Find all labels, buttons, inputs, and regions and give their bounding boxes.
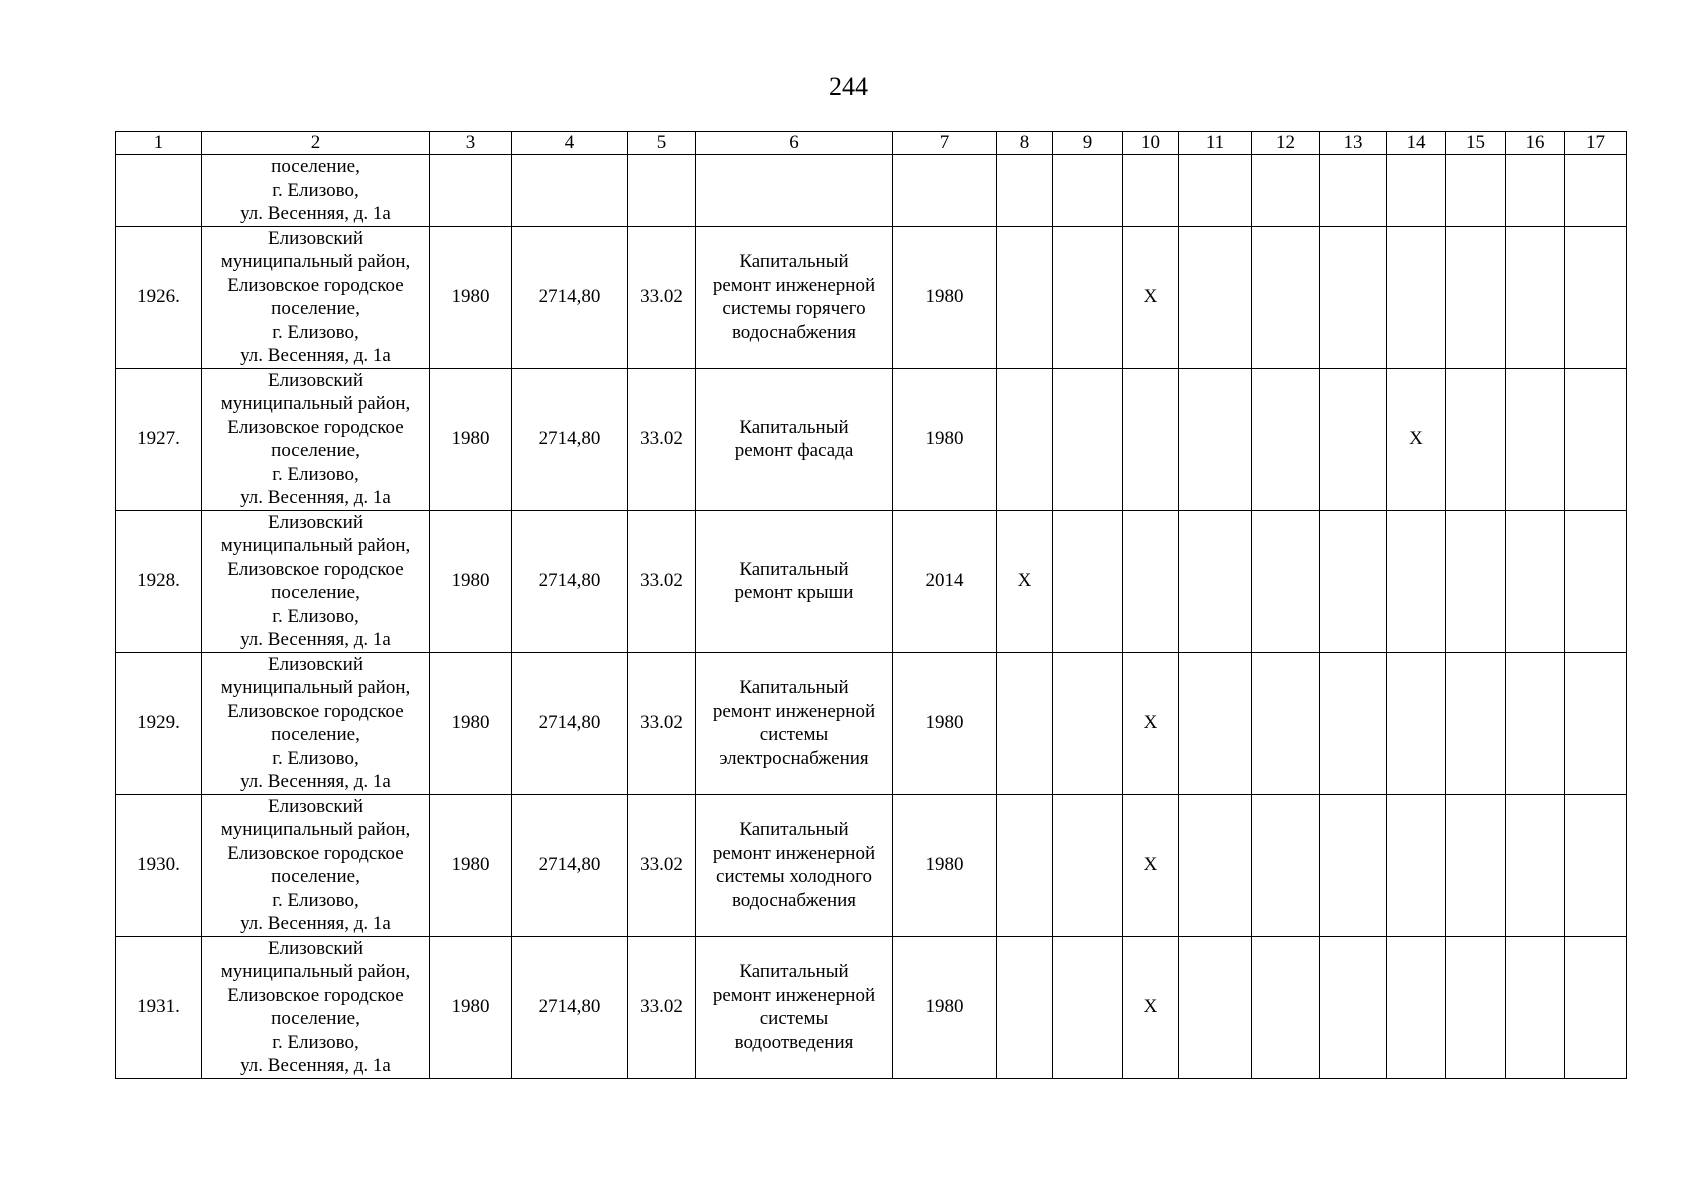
mark-cell: X — [1123, 226, 1179, 368]
mark-cell — [1446, 652, 1506, 794]
empty-cell — [696, 155, 893, 227]
empty-cell — [1320, 155, 1387, 227]
mark-cell — [1506, 510, 1565, 652]
row-number-cell: 1928. — [116, 510, 202, 652]
area-cell: 2714,80 — [512, 652, 628, 794]
mark-cell — [1123, 368, 1179, 510]
mark-cell — [1252, 936, 1320, 1078]
mark-cell — [1387, 936, 1446, 1078]
address-cell: Елизовский муниципальный район, Елизовское городское поселение, г. Елизово, ул. Весенняя, д. 1а — [202, 368, 430, 510]
mark-cell: X — [997, 510, 1053, 652]
table-row — [116, 794, 1627, 936]
empty-cell — [1252, 155, 1320, 227]
mark-cell — [1506, 368, 1565, 510]
empty-cell — [1446, 155, 1506, 227]
wear-cell: 33.02 — [628, 510, 696, 652]
area-cell: 2714,80 — [512, 936, 628, 1078]
work-type-cell: Капитальный ремонт крыши — [696, 510, 893, 652]
last-repair-year-cell: 1980 — [893, 936, 997, 1078]
column-number: 3 — [430, 132, 512, 155]
mark-cell — [1252, 794, 1320, 936]
mark-cell — [1387, 652, 1446, 794]
mark-cell — [1506, 794, 1565, 936]
mark-cell: X — [1387, 368, 1446, 510]
column-number: 17 — [1565, 132, 1627, 155]
mark-cell — [1053, 226, 1123, 368]
work-type-cell: Капитальный ремонт инженерной системы водоотведения — [696, 936, 893, 1078]
mark-cell — [1320, 652, 1387, 794]
empty-cell — [1053, 155, 1123, 227]
mark-cell — [1446, 794, 1506, 936]
mark-cell — [1179, 652, 1252, 794]
mark-cell — [1053, 794, 1123, 936]
mark-cell — [1252, 226, 1320, 368]
mark-cell — [1053, 510, 1123, 652]
build-year-cell: 1980 — [430, 226, 512, 368]
column-number: 2 — [202, 132, 430, 155]
mark-cell — [1320, 226, 1387, 368]
mark-cell — [1053, 652, 1123, 794]
address-cell: Елизовский муниципальный район, Елизовское городское поселение, г. Елизово, ул. Весенняя, д. 1а — [202, 936, 430, 1078]
empty-cell — [1506, 155, 1565, 227]
mark-cell — [1446, 368, 1506, 510]
repair-register-table — [115, 131, 1627, 1079]
mark-cell — [1252, 510, 1320, 652]
table-row — [116, 226, 1627, 368]
mark-cell — [1179, 368, 1252, 510]
area-cell: 2714,80 — [512, 368, 628, 510]
empty-cell — [512, 155, 628, 227]
area-cell: 2714,80 — [512, 794, 628, 936]
last-repair-year-cell: 1980 — [893, 652, 997, 794]
build-year-cell: 1980 — [430, 368, 512, 510]
mark-cell — [1252, 652, 1320, 794]
column-number: 14 — [1387, 132, 1446, 155]
mark-cell — [1053, 936, 1123, 1078]
empty-cell — [1387, 155, 1446, 227]
column-number: 12 — [1252, 132, 1320, 155]
column-number: 7 — [893, 132, 997, 155]
table-row — [116, 936, 1627, 1078]
column-number: 4 — [512, 132, 628, 155]
mark-cell: X — [1123, 794, 1179, 936]
address-cell: Елизовский муниципальный район, Елизовское городское поселение, г. Елизово, ул. Весенняя, д. 1а — [202, 226, 430, 368]
empty-cell — [893, 155, 997, 227]
mark-cell — [1179, 794, 1252, 936]
wear-cell: 33.02 — [628, 368, 696, 510]
table-row — [116, 652, 1627, 794]
build-year-cell: 1980 — [430, 510, 512, 652]
last-repair-year-cell: 1980 — [893, 794, 997, 936]
mark-cell — [1446, 936, 1506, 1078]
mark-cell — [1506, 226, 1565, 368]
wear-cell: 33.02 — [628, 936, 696, 1078]
row-number-cell: 1931. — [116, 936, 202, 1078]
mark-cell: X — [1123, 652, 1179, 794]
work-type-cell: Капитальный ремонт инженерной системы горячего водоснабжения — [696, 226, 893, 368]
mark-cell — [1387, 510, 1446, 652]
wear-cell: 33.02 — [628, 794, 696, 936]
mark-cell — [1053, 368, 1123, 510]
wear-cell: 33.02 — [628, 226, 696, 368]
mark-cell — [1320, 510, 1387, 652]
empty-cell — [430, 155, 512, 227]
mark-cell — [1446, 226, 1506, 368]
mark-cell — [1320, 936, 1387, 1078]
empty-cell — [628, 155, 696, 227]
mark-cell — [1387, 226, 1446, 368]
address-cell: Елизовский муниципальный район, Елизовское городское поселение, г. Елизово, ул. Весенняя, д. 1а — [202, 652, 430, 794]
work-type-cell: Капитальный ремонт фасада — [696, 368, 893, 510]
row-number-cell: 1927. — [116, 368, 202, 510]
address-cell: поселение, г. Елизово, ул. Весенняя, д. 1а — [202, 155, 430, 227]
last-repair-year-cell: 1980 — [893, 368, 997, 510]
build-year-cell: 1980 — [430, 652, 512, 794]
row-number-cell: 1929. — [116, 652, 202, 794]
empty-cell — [1123, 155, 1179, 227]
row-number-cell: 1930. — [116, 794, 202, 936]
column-number: 15 — [1446, 132, 1506, 155]
mark-cell — [1252, 368, 1320, 510]
row-number-cell — [116, 155, 202, 227]
mark-cell — [1179, 510, 1252, 652]
row-number-cell: 1926. — [116, 226, 202, 368]
column-number: 6 — [696, 132, 893, 155]
wear-cell: 33.02 — [628, 652, 696, 794]
empty-cell — [1565, 155, 1627, 227]
area-cell: 2714,80 — [512, 510, 628, 652]
mark-cell — [1565, 936, 1627, 1078]
column-number-row — [116, 132, 1627, 155]
mark-cell: X — [1123, 936, 1179, 1078]
mark-cell — [1179, 936, 1252, 1078]
mark-cell — [1387, 794, 1446, 936]
mark-cell — [997, 226, 1053, 368]
mark-cell — [1179, 226, 1252, 368]
column-number: 11 — [1179, 132, 1252, 155]
last-repair-year-cell: 1980 — [893, 226, 997, 368]
empty-cell — [997, 155, 1053, 227]
mark-cell — [997, 652, 1053, 794]
continuation-row — [116, 155, 1627, 227]
work-type-cell: Капитальный ремонт инженерной системы электроснабжения — [696, 652, 893, 794]
mark-cell — [1320, 794, 1387, 936]
table-row — [116, 510, 1627, 652]
column-number: 10 — [1123, 132, 1179, 155]
address-cell: Елизовский муниципальный район, Елизовское городское поселение, г. Елизово, ул. Весенняя, д. 1а — [202, 510, 430, 652]
mark-cell — [1446, 510, 1506, 652]
column-number: 5 — [628, 132, 696, 155]
mark-cell — [997, 794, 1053, 936]
mark-cell — [1565, 226, 1627, 368]
mark-cell — [1565, 652, 1627, 794]
mark-cell — [1123, 510, 1179, 652]
area-cell: 2714,80 — [512, 226, 628, 368]
last-repair-year-cell: 2014 — [893, 510, 997, 652]
column-number: 9 — [1053, 132, 1123, 155]
mark-cell — [1320, 368, 1387, 510]
mark-cell — [997, 368, 1053, 510]
column-number: 8 — [997, 132, 1053, 155]
address-cell: Елизовский муниципальный район, Елизовское городское поселение, г. Елизово, ул. Весенняя, д. 1а — [202, 794, 430, 936]
mark-cell — [1565, 368, 1627, 510]
mark-cell — [997, 936, 1053, 1078]
column-number: 16 — [1506, 132, 1565, 155]
column-number: 13 — [1320, 132, 1387, 155]
empty-cell — [1179, 155, 1252, 227]
table-row — [116, 368, 1627, 510]
mark-cell — [1506, 936, 1565, 1078]
build-year-cell: 1980 — [430, 794, 512, 936]
mark-cell — [1506, 652, 1565, 794]
column-number: 1 — [116, 132, 202, 155]
page-number: 244 — [829, 72, 868, 101]
build-year-cell: 1980 — [430, 936, 512, 1078]
mark-cell — [1565, 510, 1627, 652]
mark-cell — [1565, 794, 1627, 936]
work-type-cell: Капитальный ремонт инженерной системы холодного водоснабжения — [696, 794, 893, 936]
